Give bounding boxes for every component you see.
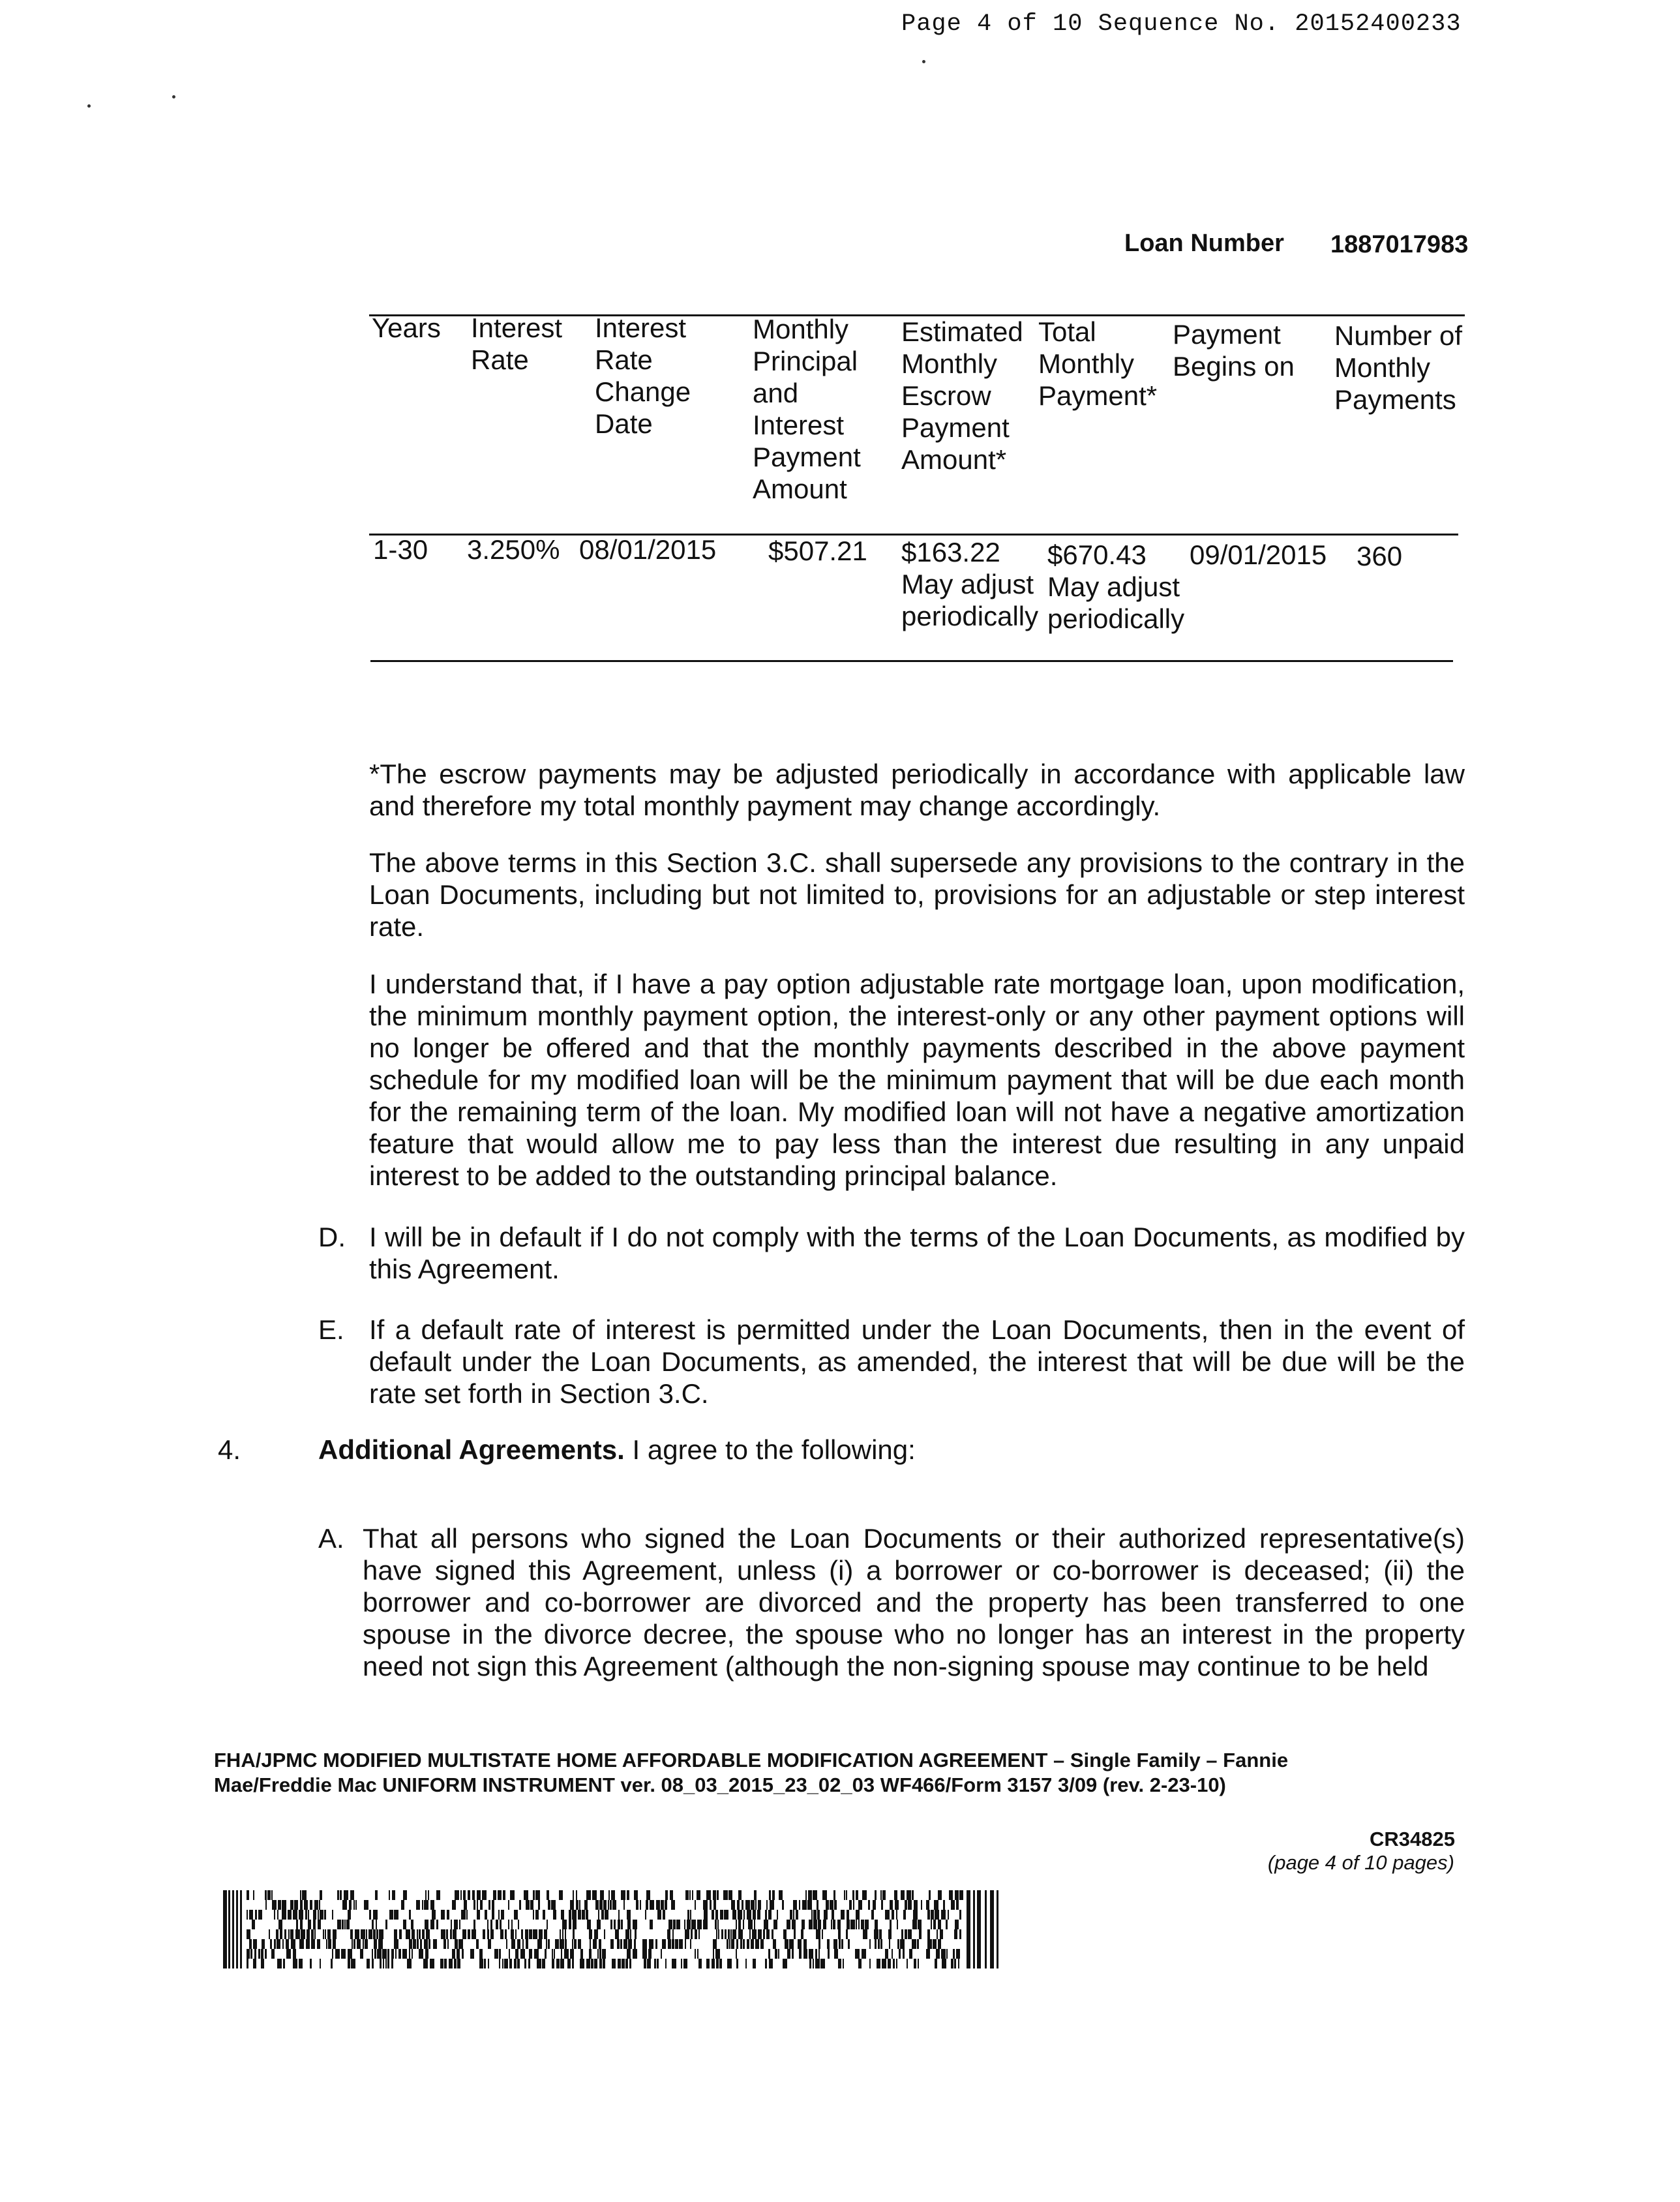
- header-years: Years: [372, 312, 441, 343]
- item-e-marker: E.: [318, 1314, 344, 1345]
- row-number-of-payments: 360: [1357, 541, 1403, 571]
- header-monthly-pi-amount: Monthly Principal and Interest Payment Amount: [753, 314, 861, 504]
- item-d-marker: D.: [318, 1222, 346, 1252]
- scan-speck: [172, 95, 175, 98]
- loan-number-label: Loan Number: [1124, 230, 1284, 257]
- row-rate-change-date: 08/01/2015: [579, 534, 717, 565]
- row-total-payment: $670.43 May adjust periodically: [1047, 539, 1185, 634]
- supersede-paragraph: The above terms in this Section 3.C. shall supersede any provisions to the contrary in the Loan Documents, including but not limited to, provisions for an adjustable or step interest rate.: [369, 847, 1465, 942]
- item-a-text: That all persons who signed the Loan Documents or their authorized representative(s) have signed this Agreement, unless (i) a borrower or co-borrower is deceased; (ii) the borrower and co-borrower are divorced and the property has been transferred to one spouse in the divorce decree, the spouse who no longer has an interest in the property need not sign this Agreement (although the non-signing spouse may continue to be held: [363, 1523, 1465, 1682]
- footer-title-line-2: Mae/Freddie Mac UNIFORM INSTRUMENT ver. 08_03_2015_23_02_03 WF466/Form 3157 3/09 (rev. 2-23-10): [214, 1773, 1226, 1796]
- row-payment-begins: 09/01/2015: [1190, 539, 1327, 570]
- header-rate-change-date: Interest Rate Change Date: [595, 312, 691, 439]
- row-years: 1-30: [373, 534, 428, 565]
- table-bottom-rule: [370, 660, 1453, 662]
- section-4-heading: [318, 1434, 916, 1466]
- section-4-intro: I agree to the following:: [624, 1434, 916, 1465]
- header-escrow-amount: Estimated Monthly Escrow Payment Amount*: [901, 316, 1023, 475]
- header-interest-rate: Interest Rate: [471, 312, 563, 375]
- page-count-note: (page 4 of 10 pages): [1267, 1851, 1454, 1874]
- scan-speck: [922, 60, 925, 63]
- loan-number-value: 1887017983: [1330, 231, 1469, 258]
- header-number-of-payments: Number of Monthly Payments: [1334, 320, 1463, 415]
- page-sequence-header: Page 4 of 10 Sequence No. 20152400233: [901, 10, 1462, 38]
- item-e-text: If a default rate of interest is permitted under the Loan Documents, then in the event of default under the Loan Documents, as amended, the interest that will be due will be the rate set forth in Section 3.C.: [369, 1314, 1465, 1409]
- section-4-number: 4.: [218, 1434, 241, 1465]
- pay-option-paragraph: I understand that, if I have a pay option adjustable rate mortgage loan, upon modification, the minimum monthly payment option, the interest-only or any other payment options will no longer be offered and that the monthly payments described in the above payment schedule for my modified loan will be the minimum payment that will be due each month for the remaining term of the loan. My modified loan will not have a negative amortization feature that would allow me to pay less than the interest due resulting in any unpaid interest to be added to the outstanding principal balance.: [369, 969, 1465, 1191]
- row-monthly-pi-amount: $507.21: [768, 535, 867, 566]
- section-4-title: Additional Agreements.: [318, 1434, 625, 1465]
- header-payment-begins: Payment Begins on: [1173, 319, 1295, 382]
- item-a-marker: A.: [318, 1523, 344, 1554]
- form-code: CR34825: [1370, 1828, 1455, 1850]
- header-total-payment: Total Monthly Payment*: [1038, 316, 1158, 411]
- scan-speck: [87, 104, 91, 108]
- footer-form-title: [214, 1748, 1414, 1798]
- escrow-note-paragraph: *The escrow payments may be adjusted periodically in accordance with applicable law and therefore my total monthly payment may change accordingly.: [369, 759, 1465, 821]
- row-interest-rate: 3.250%: [467, 534, 560, 565]
- item-d-text: I will be in default if I do not comply with the terms of the Loan Documents, as modified by this Agreement.: [369, 1222, 1465, 1284]
- row-escrow-amount: $163.22 May adjust periodically: [901, 537, 1039, 631]
- footer-title-line-1: FHA/JPMC MODIFIED MULTISTATE HOME AFFORDABLE MODIFICATION AGREEMENT – Single Family – Fannie: [214, 1749, 1289, 1772]
- barcode-icon: [223, 1890, 1006, 1968]
